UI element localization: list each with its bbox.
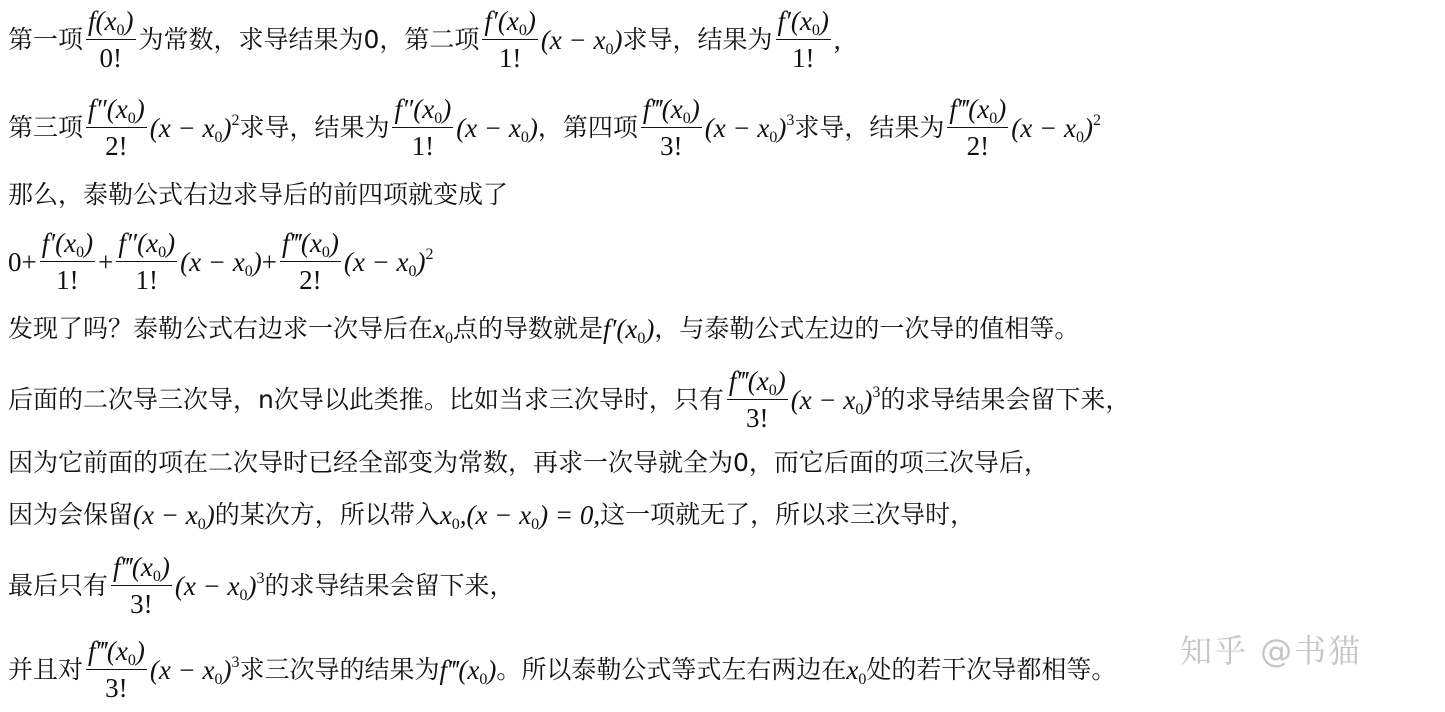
text: ，第四项 [537, 112, 638, 142]
line-1 [8, 6, 841, 73]
line-2 [8, 94, 1101, 161]
expr: $(x - x_0)$ [456, 112, 538, 146]
fraction: $\frac{f''(x_0)}{1!}$ [394, 94, 452, 161]
text: 0+ [8, 246, 37, 277]
text: 求导，结果为 [794, 112, 945, 142]
expr: $x_0$ [433, 314, 453, 347]
text: 最后只有 [8, 570, 109, 600]
expr: $,(x - x_0) = 0$, [459, 500, 601, 533]
expr: $(x - x_0)^3$ [174, 569, 265, 604]
expr: $f‴(x_0)$ [439, 654, 497, 688]
text: 的某次方，所以带入 [214, 500, 440, 529]
fraction: $\frac{f‴(x_0)}{3!}$ [728, 366, 786, 433]
text: 这一项就无了，所以求三次导时， [600, 500, 976, 529]
text: 第一项 [8, 24, 84, 54]
line-4 [8, 228, 434, 295]
text: 求导，结果为 [622, 24, 773, 54]
fraction: $\frac{f‴(x_0)}{3!}$ [113, 552, 170, 619]
text: 因为它前面的项在二次导时已经全部变为常数，再求一次导就全为0，而它后面的项三次导后， [8, 448, 1049, 477]
line-5 [8, 314, 1080, 347]
expr: $x_0$ [846, 654, 867, 688]
text: 并且对 [8, 654, 84, 684]
text: 第三项 [8, 112, 84, 142]
text: 发现了吗？泰勒公式右边求一次导后在 [8, 314, 434, 343]
expr: $f'(x_0)$ [603, 314, 655, 347]
expr: $(x - x_0)^3$ [149, 653, 240, 688]
line-7 [8, 448, 1049, 478]
fraction: $\frac{f‴(x_0)}{2!}$ [282, 228, 339, 295]
line-6 [8, 366, 1130, 433]
text: , [833, 24, 841, 55]
text: 那么，泰勒公式右边求导后的前四项就变成了 [8, 180, 509, 209]
plus-sign: + [98, 246, 114, 277]
text: 求三次导的结果为 [239, 654, 440, 684]
text: 因为会保留 [8, 500, 134, 529]
text: 。所以泰勒公式等式左右两边在 [496, 654, 847, 684]
text: 为常数，求导结果为0，第二项 [138, 24, 480, 54]
expr: $(x - x_0)^3$ [790, 383, 881, 418]
watermark: 知乎 @书猫 [1180, 632, 1363, 670]
fraction: $\frac{f‴(x_0)}{3!}$ [88, 636, 145, 703]
text: 处的若干次导都相等。 [866, 654, 1117, 684]
line-10 [8, 636, 1116, 703]
fraction: $\frac{f‴(x_0)}{2!}$ [949, 94, 1007, 161]
expr: $(x - x_0)$ [180, 246, 262, 280]
expr: $(x - x_0)^2$ [1011, 111, 1101, 146]
text: 后面的二次导三次导，n次导以此类推。比如当求三次导时，只有 [8, 384, 724, 414]
fraction: $\frac{f'(x_0)}{1!}$ [777, 6, 829, 73]
fraction: $\frac{f'(x_0)}{1!}$ [41, 228, 94, 295]
text: 点的导数就是 [453, 314, 604, 343]
expr: $(x - x_0)^3$ [704, 111, 795, 146]
line-3 [8, 180, 508, 210]
text: 的求导结果会留下来， [264, 570, 515, 600]
fraction: $\frac{f''(x_0)}{2!}$ [88, 94, 145, 161]
plus-sign: + [261, 246, 278, 277]
fraction: $\frac{f‴(x_0)}{3!}$ [642, 94, 700, 161]
line-9 [8, 552, 515, 619]
text: 求导，结果为 [239, 112, 390, 142]
text: ，与泰勒公式左边的一次导的值相等。 [654, 314, 1080, 343]
expr: $(x - x_0)$ [133, 500, 215, 533]
text: 的求导结果会留下来， [880, 384, 1131, 414]
expr: $(x - x_0)^2$ [343, 245, 434, 280]
expr: $x_0$ [439, 500, 460, 533]
fraction: $\frac{f''(x_0)}{1!}$ [118, 228, 176, 295]
expr: $(x - x_0)$ [540, 24, 623, 58]
line-8 [8, 500, 976, 533]
fraction: $\frac{f(x_0)}{0!}$ [88, 6, 134, 73]
expr: $(x - x_0)^2$ [149, 111, 240, 146]
fraction: $\frac{f'(x_0)}{1!}$ [484, 6, 536, 73]
